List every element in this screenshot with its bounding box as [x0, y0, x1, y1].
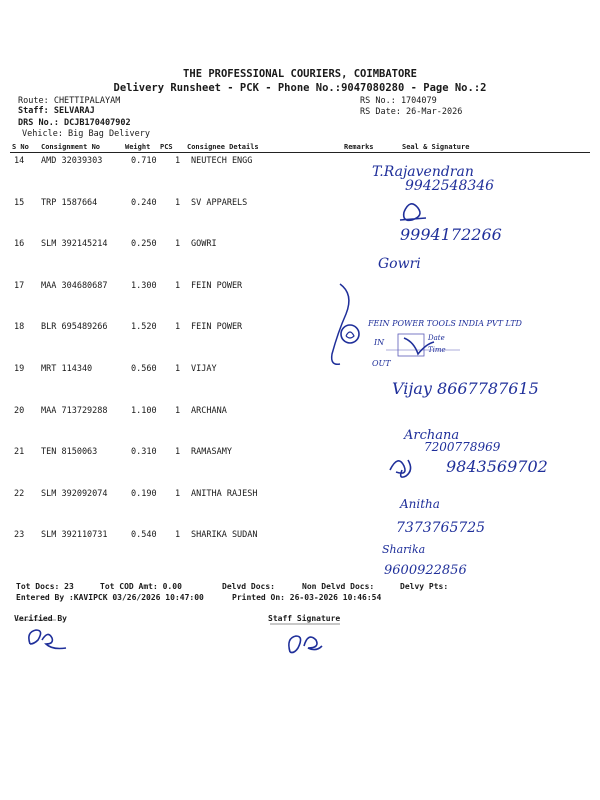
- row-pcs: 1: [175, 405, 181, 416]
- row-consignee: FEIN POWER: [191, 322, 243, 333]
- row-sno: 21: [14, 447, 25, 458]
- row-consignee: RAMASAMY: [191, 447, 232, 458]
- signature-19-phone: Vijay 8667787615: [392, 379, 539, 398]
- row-pcs: 1: [175, 280, 181, 291]
- route-label: Route: CHETTIPALAYAM: [18, 96, 121, 106]
- table-row: [0, 530, 600, 572]
- row-sno: 19: [14, 364, 25, 374]
- row-weight: 0.710: [131, 156, 157, 166]
- signature-21-phone: 9843569702: [446, 457, 548, 476]
- table-row: [0, 489, 600, 531]
- signature-20-name: Archana: [404, 428, 460, 443]
- row-pcs: 1: [175, 156, 181, 166]
- row-consignee: VIJAY: [191, 364, 217, 374]
- col-weight: Weight: [125, 143, 151, 151]
- row-weight: 1.300: [131, 280, 157, 291]
- stamp-time: Time: [428, 346, 446, 354]
- table-row: [0, 198, 600, 240]
- entered-by: Entered By :KAVIPCK 03/26/2026 10:47:00: [16, 593, 204, 602]
- stamp-date: Date: [428, 334, 445, 342]
- table-row: [0, 322, 600, 364]
- verifier-signature: [29, 630, 66, 649]
- delivered-docs: Delvd Docs:: [222, 582, 275, 591]
- header-rule: [10, 152, 590, 153]
- row-pcs: 1: [175, 488, 181, 499]
- signature-23-phone: 9600922856: [384, 563, 467, 578]
- signature-22-phone: 7373765725: [396, 520, 486, 536]
- runsheet-subtitle: Delivery Runsheet - PCK - Phone No.:9047080280 - Page No.:2: [113, 82, 487, 94]
- row-pcs: 1: [175, 364, 181, 374]
- signature-16-name: Gowri: [378, 256, 421, 272]
- row-consignee: ARCHANA: [191, 405, 227, 416]
- signature-15-phone: 9994172266: [400, 225, 502, 244]
- row-consignment-no: TEN 8150063: [41, 447, 98, 458]
- printed-on: Printed On: 26-03-2026 10:46:54: [232, 593, 382, 602]
- row-consignee: ANITHA RAJESH: [191, 488, 258, 499]
- staff-signature-scribble: [289, 636, 322, 653]
- table-row: [0, 447, 600, 489]
- row-sno: 20: [14, 405, 25, 416]
- signature-20-phone: 7200778969: [424, 440, 501, 454]
- row-consignee: GOWRI: [191, 239, 217, 250]
- row-consignee: SHARIKA SUDAN: [191, 530, 258, 541]
- row-sno: 18: [14, 322, 25, 333]
- row-consignment-no: MRT 114340: [41, 364, 93, 374]
- row-pcs: 1: [175, 239, 181, 250]
- company-title: THE PROFESSIONAL COURIERS, COIMBATORE: [183, 68, 417, 80]
- delivery-points: Delvy Pts:: [400, 582, 449, 591]
- staff-signature-label: Staff Signature: [268, 614, 341, 623]
- col-pcs: PCS: [160, 143, 173, 151]
- table-row: [0, 406, 600, 448]
- row-consignee: FEIN POWER: [191, 280, 243, 291]
- total-cod-amount: Tot COD Amt: 0.00: [100, 582, 182, 591]
- row-weight: 0.250: [131, 239, 157, 250]
- drs-number: DRS No.: DCJB170407902: [18, 118, 131, 128]
- col-consignee: Consignee Details: [187, 143, 259, 151]
- row-weight: 1.520: [131, 322, 157, 333]
- row-weight: 0.540: [131, 530, 157, 541]
- table-row: [0, 156, 600, 198]
- stamp-out: OUT: [372, 359, 391, 368]
- row-consignment-no: TRP 1587664: [41, 197, 98, 208]
- row-sno: 14: [14, 156, 25, 166]
- row-weight: 0.240: [131, 197, 157, 208]
- row-weight: 0.190: [131, 488, 157, 499]
- row-consignment-no: MAA 713729288: [41, 405, 108, 416]
- col-seal-signature: Seal & Signature: [402, 143, 470, 151]
- row-consignment-no: SLM 392145214: [41, 239, 108, 250]
- verified-by-label: Verified By: [14, 614, 67, 623]
- table-row: [0, 281, 600, 323]
- stamp-in: IN: [374, 338, 385, 347]
- signature-22-name: Anitha: [400, 497, 440, 511]
- row-consignment-no: MAA 304680687: [41, 280, 108, 291]
- row-pcs: 1: [175, 322, 181, 333]
- row-weight: 0.560: [131, 364, 157, 374]
- row-consignment-no: BLR 695489266: [41, 322, 108, 333]
- total-docs: Tot Docs: 23: [16, 582, 74, 591]
- non-delivered-docs: Non Delvd Docs:: [302, 582, 375, 591]
- vehicle-label: Vehicle: Big Bag Delivery: [22, 129, 150, 139]
- rs-number: RS No.: 1704079: [360, 96, 437, 106]
- row-consignment-no: AMD 32039303: [41, 156, 103, 166]
- row-consignee: SV APPARELS: [191, 197, 248, 208]
- row-consignment-no: SLM 392092074: [41, 488, 108, 499]
- table-row: [0, 364, 600, 406]
- row-pcs: 1: [175, 197, 181, 208]
- row-consignee: NEUTECH ENGG: [191, 156, 253, 166]
- col-consignment: Consignment No: [41, 143, 101, 151]
- signature-14-phone: 9942548346: [405, 178, 495, 194]
- row-pcs: 1: [175, 530, 181, 541]
- staff-label: Staff: SELVARAJ: [18, 106, 95, 116]
- rs-date: RS Date: 26-Mar-2026: [360, 107, 463, 117]
- row-consignment-no: SLM 392110731: [41, 530, 108, 541]
- row-weight: 0.310: [131, 447, 157, 458]
- signature-23-name: Sharika: [382, 543, 426, 556]
- table-row: [0, 239, 600, 281]
- stamp-company: FEIN POWER TOOLS INDIA PVT LTD: [368, 319, 522, 328]
- row-sno: 15: [14, 197, 25, 208]
- row-sno: 17: [14, 280, 25, 291]
- row-weight: 1.100: [131, 405, 157, 416]
- col-sno: S No: [12, 143, 29, 151]
- row-sno: 16: [14, 239, 25, 250]
- row-sno: 23: [14, 530, 25, 541]
- row-pcs: 1: [175, 447, 181, 458]
- col-remarks: Remarks: [344, 143, 374, 151]
- row-sno: 22: [14, 488, 25, 499]
- signature-14-name: T.Rajavendran: [372, 164, 474, 180]
